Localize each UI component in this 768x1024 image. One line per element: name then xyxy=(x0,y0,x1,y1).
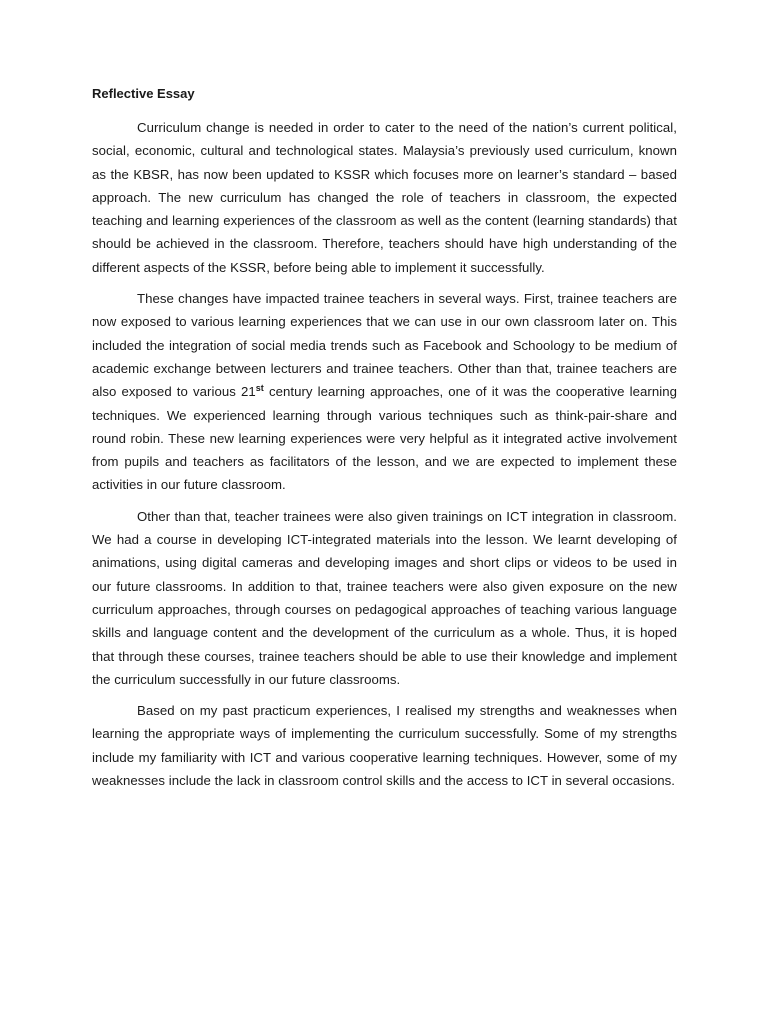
paragraph-2-text-after: century learning approaches, one of it was the cooperative learning techniques. We experienced learning through various techniques such as think-pair-share and round robin. These new learning experiences were very helpful as it integrated active involvement from pupils and teachers as facilitators of the lesson, and we are expected to implement these activities in our future classroom. xyxy=(92,384,677,493)
document-title: Reflective Essay xyxy=(92,86,195,101)
paragraph-4: Based on my past practicum experiences, I realised my strengths and weaknesses when learning the appropriate ways of implementing the curriculum successfully. Some of my strengths include my familiarity with ICT and various cooperative learning techniques. However, some of my weaknesses include the lack in classroom control skills and the access to ICT in several occasions. xyxy=(92,703,677,789)
paragraph-2 xyxy=(92,287,677,497)
paragraph-2-text-before: These changes have impacted trainee teachers in several ways. First, trainee teachers are now exposed to various learning experiences that we can use in our own classroom later on. This included the integration of social media trends such as Facebook and Schoology to be medium of academic exchange between lecturers and trainee teachers. Other than that, trainee teachers are also exposed to various 21 xyxy=(92,291,677,400)
paragraph-3: Other than that, teacher trainees were also given trainings on ICT integration in classroom. We had a course in developing ICT-integrated materials into the lesson. We learnt developing of animations, using digital cameras and developing images and short clips or videos to be used in our future classrooms. In addition to that, trainee teachers were also given exposure on the new curriculum approaches, through courses on pedagogical approaches of teaching various language skills and language content and the development of the curriculum as a whole. Thus, it is hoped that through these courses, trainee teachers should be able to use their knowledge and implement the curriculum successfully in our future classrooms. xyxy=(92,508,677,687)
paragraph-1: Curriculum change is needed in order to cater to the need of the nation’s current political, social, economic, cultural and technological states. Malaysia’s previously used curriculum, known as the KBSR, has now been updated to KSSR which focuses more on learner’s standard – based approach. The new curriculum has changed the role of teachers in classroom, the expected teaching and learning experiences of the classroom as well as the content (learning standards) that should be achieved in the classroom. Therefore, teachers should have high understanding of the different aspects of the KSSR, before being able to implement it successfully. xyxy=(92,120,677,275)
ordinal-suffix: st xyxy=(255,383,264,394)
document-page xyxy=(92,84,677,800)
